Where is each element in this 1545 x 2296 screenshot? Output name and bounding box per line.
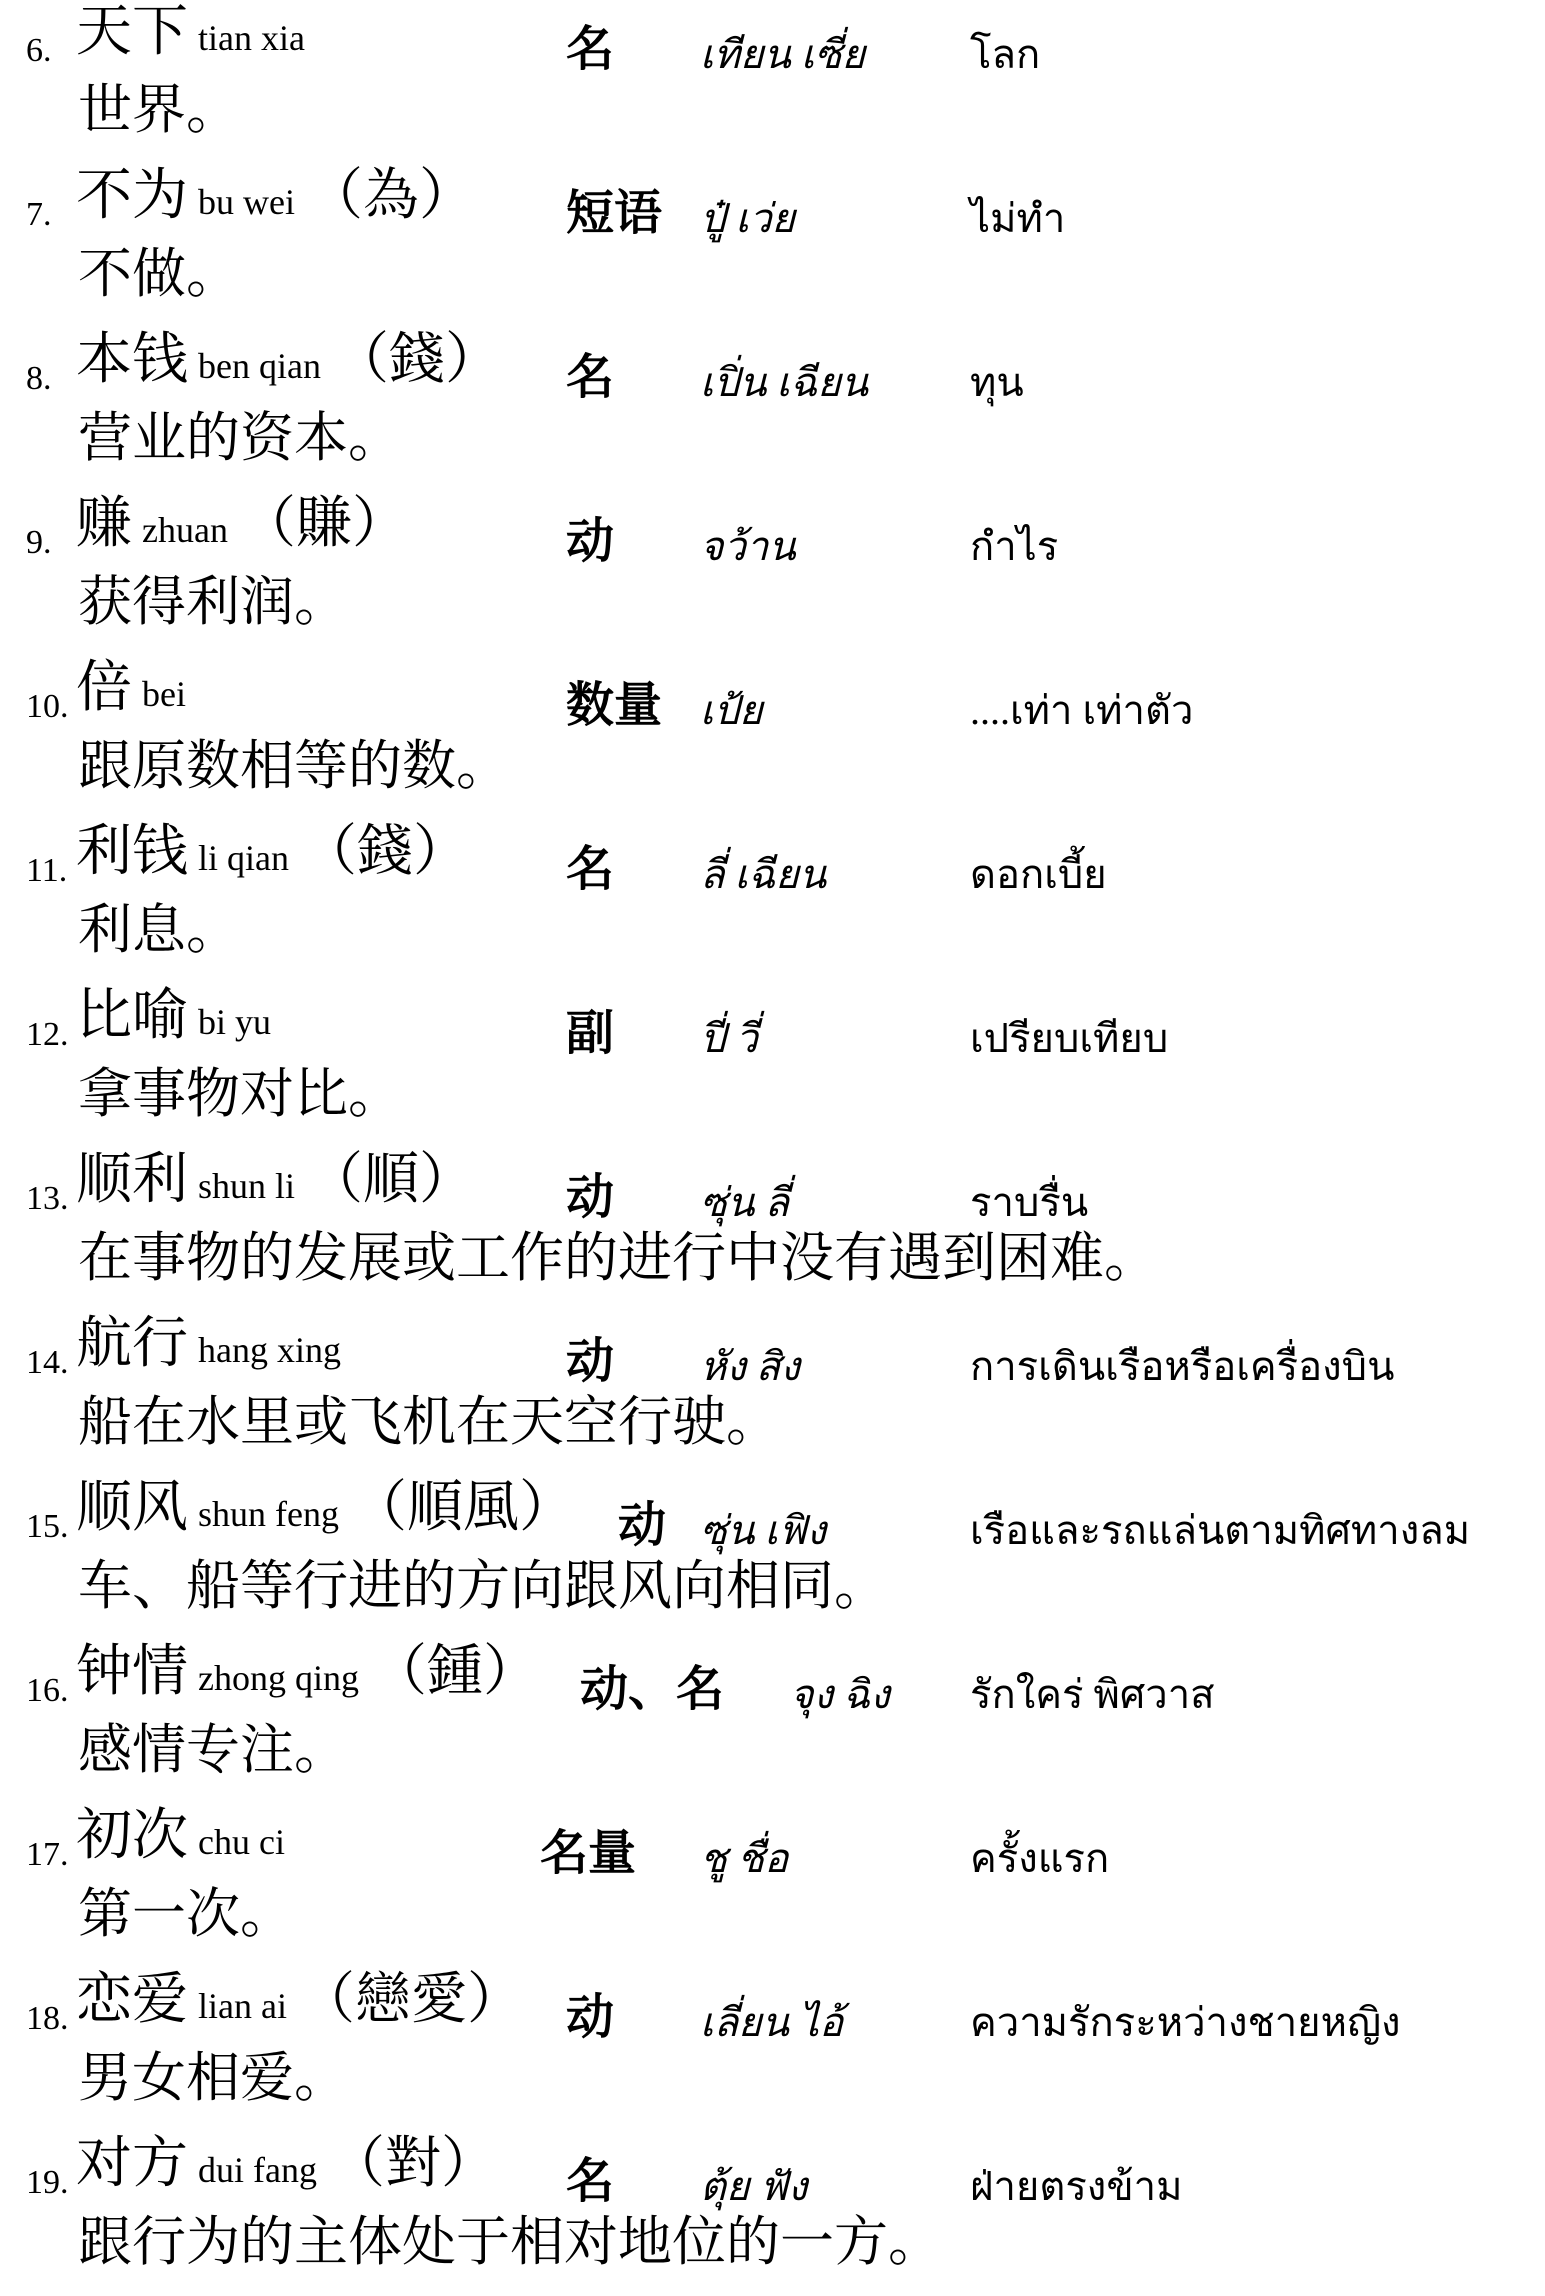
entry-number: 11.: [26, 852, 68, 889]
entry-thai-meaning: ทุน: [970, 360, 1024, 405]
entry-traditional: （錢）: [332, 327, 501, 392]
vocab-entry-12: [0, 984, 1545, 1148]
entry-definition: 跟行为的主体处于相对地位的一方。: [78, 2210, 942, 2273]
entry-part-of-speech: 动: [566, 1989, 615, 2045]
entry-thai-reading: ปี่ วี่: [700, 1016, 758, 1061]
entry-word: 比喻: [76, 983, 188, 1048]
entry-head: [76, 491, 408, 556]
vocab-entry-10: [0, 656, 1545, 820]
entry-definition: 第一次。: [78, 1882, 294, 1945]
entry-thai-reading: ตุ้ย ฟัง: [700, 2164, 808, 2209]
entry-pinyin: ben qian: [198, 346, 321, 386]
entry-number: 15.: [26, 1508, 69, 1545]
entry-number: 8.: [26, 360, 52, 397]
entry-pinyin: shun feng: [198, 1494, 339, 1534]
entry-headline: [0, 656, 1545, 736]
entry-word: 倍: [76, 655, 132, 720]
entry-headline: [0, 1476, 1545, 1556]
entry-pinyin: lian ai: [198, 1986, 287, 2026]
entry-pinyin: hang xing: [198, 1330, 341, 1370]
entry-definition: 车、船等行进的方向跟风向相同。: [78, 1554, 888, 1617]
vocab-entry-14: [0, 1312, 1545, 1476]
entry-thai-reading: เทียน เซี่ย: [700, 32, 866, 77]
entry-thai-meaning: โลก: [970, 32, 1041, 77]
entry-part-of-speech: 动: [566, 513, 615, 569]
entry-part-of-speech: 名: [566, 349, 615, 405]
entry-traditional: （為）: [306, 163, 475, 228]
entry-head: [76, 819, 469, 884]
entry-number: 6.: [26, 32, 52, 69]
entry-head: [76, 163, 475, 228]
entry-thai-meaning: ฝ่ายตรงข้าม: [970, 2164, 1183, 2209]
entry-head: [76, 1967, 523, 2032]
entry-word: 不为: [76, 163, 188, 228]
entry-pinyin: bu wei: [198, 182, 295, 222]
entry-definition: 男女相爱。: [78, 2046, 348, 2109]
entry-thai-reading: ซุ่น ลี่: [700, 1180, 790, 1225]
entry-thai-reading: หัง สิง: [700, 1344, 800, 1389]
entry-pinyin: bi yu: [198, 1002, 272, 1042]
entry-word: 对方: [76, 2131, 188, 2196]
entry-headline: [0, 164, 1545, 244]
entry-headline: [0, 0, 1545, 80]
entry-part-of-speech: 动: [566, 1169, 615, 1225]
entry-head: [76, 1147, 476, 1212]
entry-pinyin: zhong qing: [198, 1658, 359, 1698]
entry-traditional: （戀愛）: [298, 1967, 523, 2032]
entry-word: 顺利: [76, 1147, 188, 1212]
entry-definition: 世界。: [78, 78, 240, 141]
entry-thai-meaning: กำไร: [970, 524, 1059, 569]
entry-part-of-speech: 短语: [566, 185, 663, 241]
entry-part-of-speech: 名: [566, 21, 615, 77]
vocab-entry-6: [0, 0, 1545, 164]
entry-thai-meaning: การเดินเรือหรือเครื่องบิน: [970, 1344, 1395, 1389]
entry-word: 初次: [76, 1803, 188, 1868]
entry-word: 恋爱: [76, 1967, 188, 2032]
entry-headline: [0, 1312, 1545, 1392]
entry-number: 16.: [26, 1672, 69, 1709]
entry-head: [76, 1475, 575, 1540]
entry-number: 7.: [26, 196, 52, 233]
entry-traditional: （錢）: [300, 819, 469, 884]
entry-headline: [0, 492, 1545, 572]
entry-part-of-speech: 动: [618, 1497, 667, 1553]
entry-definition: 跟原数相等的数。: [78, 734, 510, 797]
entry-definition: 感情专注。: [78, 1718, 348, 1781]
entry-traditional: （賺）: [239, 491, 408, 556]
entry-number: 10.: [26, 688, 69, 725]
entry-number: 9.: [26, 524, 52, 561]
entry-headline: [0, 2132, 1545, 2212]
vocab-entry-9: [0, 492, 1545, 656]
entry-definition: 拿事物对比。: [78, 1062, 402, 1125]
entry-thai-reading: เป้ย: [700, 688, 763, 733]
entry-number: 13.: [26, 1180, 69, 1217]
entry-word: 天下: [76, 0, 188, 64]
entry-number: 19.: [26, 2164, 69, 2201]
entry-traditional: （鍾）: [370, 1639, 539, 1704]
entry-thai-reading: ซุ่น เฟิง: [700, 1508, 827, 1553]
entry-thai-meaning: ....เท่า เท่าตัว: [970, 688, 1194, 733]
entry-number: 14.: [26, 1344, 69, 1381]
entry-thai-reading: เปิ่น เฉียน: [700, 360, 869, 405]
entry-number: 18.: [26, 2000, 69, 2037]
entry-head: [76, 1639, 539, 1704]
entry-thai-meaning: ความรักระหว่างชายหญิง: [970, 2000, 1401, 2045]
entry-thai-reading: จุง ฉิง: [790, 1672, 890, 1717]
entry-thai-meaning: ครั้งแรก: [970, 1836, 1110, 1881]
entry-word: 顺风: [76, 1475, 188, 1540]
entry-word: 赚: [76, 491, 132, 556]
entry-thai-reading: จว้าน: [700, 524, 796, 569]
entry-thai-meaning: รักใคร่ พิศวาส: [970, 1672, 1215, 1717]
entry-head: [76, 0, 317, 64]
entry-part-of-speech: 名: [566, 841, 615, 897]
entry-definition: 营业的资本。: [78, 406, 402, 469]
entry-definition: 船在水里或飞机在天空行驶。: [78, 1390, 780, 1453]
entry-headline: [0, 984, 1545, 1064]
entry-pinyin: chu ci: [198, 1822, 285, 1862]
entry-thai-reading: ลี่ เฉียน: [700, 852, 827, 897]
vocab-entry-15: [0, 1476, 1545, 1640]
entry-headline: [0, 328, 1545, 408]
entry-pinyin: shun li: [198, 1166, 296, 1206]
entry-part-of-speech: 动、名: [580, 1661, 725, 1717]
entry-definition: 不做。: [78, 242, 240, 305]
entry-definition: 利息。: [78, 898, 240, 961]
entry-head: [76, 655, 198, 720]
entry-pinyin: bei: [142, 674, 186, 714]
entry-number: 12.: [26, 1016, 69, 1053]
entry-head: [76, 1311, 353, 1376]
entry-part-of-speech: 副: [566, 1005, 615, 1061]
entry-thai-reading: เลี่ยน ไอ้: [700, 2000, 844, 2045]
entry-pinyin: tian xia: [198, 18, 305, 58]
entry-pinyin: zhuan: [142, 510, 228, 550]
entry-word: 航行: [76, 1311, 188, 1376]
vocab-entry-7: [0, 164, 1545, 328]
entry-headline: [0, 1640, 1545, 1720]
vocab-entry-8: [0, 328, 1545, 492]
entry-part-of-speech: 名量: [540, 1825, 637, 1881]
entry-headline: [0, 1968, 1545, 2048]
entry-headline: [0, 1804, 1545, 1884]
entry-part-of-speech: 数量: [566, 677, 663, 733]
entry-part-of-speech: 名: [566, 2153, 615, 2209]
entry-thai-meaning: ดอกเบี้ย: [970, 852, 1107, 897]
entry-head: [76, 1803, 297, 1868]
vocab-entry-13: [0, 1148, 1545, 1312]
entry-word: 本钱: [76, 327, 188, 392]
vocab-entry-18: [0, 1968, 1545, 2132]
entry-head: [76, 2131, 497, 2196]
entry-thai-reading: ชู ชื่อ: [700, 1836, 789, 1881]
entry-thai-meaning: ราบรื่น: [970, 1180, 1089, 1225]
entry-head: [76, 327, 501, 392]
entry-thai-meaning: เปรียบเทียบ: [970, 1016, 1169, 1061]
vocab-entry-16: [0, 1640, 1545, 1804]
vocab-entry-19: [0, 2132, 1545, 2296]
entry-traditional: （順風）: [350, 1475, 575, 1540]
entry-pinyin: dui fang: [198, 2150, 317, 2190]
entry-headline: [0, 820, 1545, 900]
vocab-entry-17: [0, 1804, 1545, 1968]
vocab-entry-11: [0, 820, 1545, 984]
entry-part-of-speech: 动: [566, 1333, 615, 1389]
entry-definition: 获得利润。: [78, 570, 348, 633]
entry-word: 钟情: [76, 1639, 188, 1704]
entry-thai-meaning: ไม่ทำ: [970, 196, 1066, 241]
entry-traditional: （順）: [307, 1147, 476, 1212]
entry-thai-meaning: เรือและรถแล่นตามทิศทางลม: [970, 1508, 1471, 1553]
entry-traditional: （對）: [328, 2131, 497, 2196]
entry-pinyin: li qian: [198, 838, 289, 878]
entry-definition: 在事物的发展或工作的进行中没有遇到困难。: [78, 1226, 1158, 1289]
entry-thai-reading: ปู๋ เว่ย: [700, 196, 795, 241]
entry-word: 利钱: [76, 819, 188, 884]
entry-head: [76, 983, 283, 1048]
entry-headline: [0, 1148, 1545, 1228]
entry-number: 17.: [26, 1836, 69, 1873]
